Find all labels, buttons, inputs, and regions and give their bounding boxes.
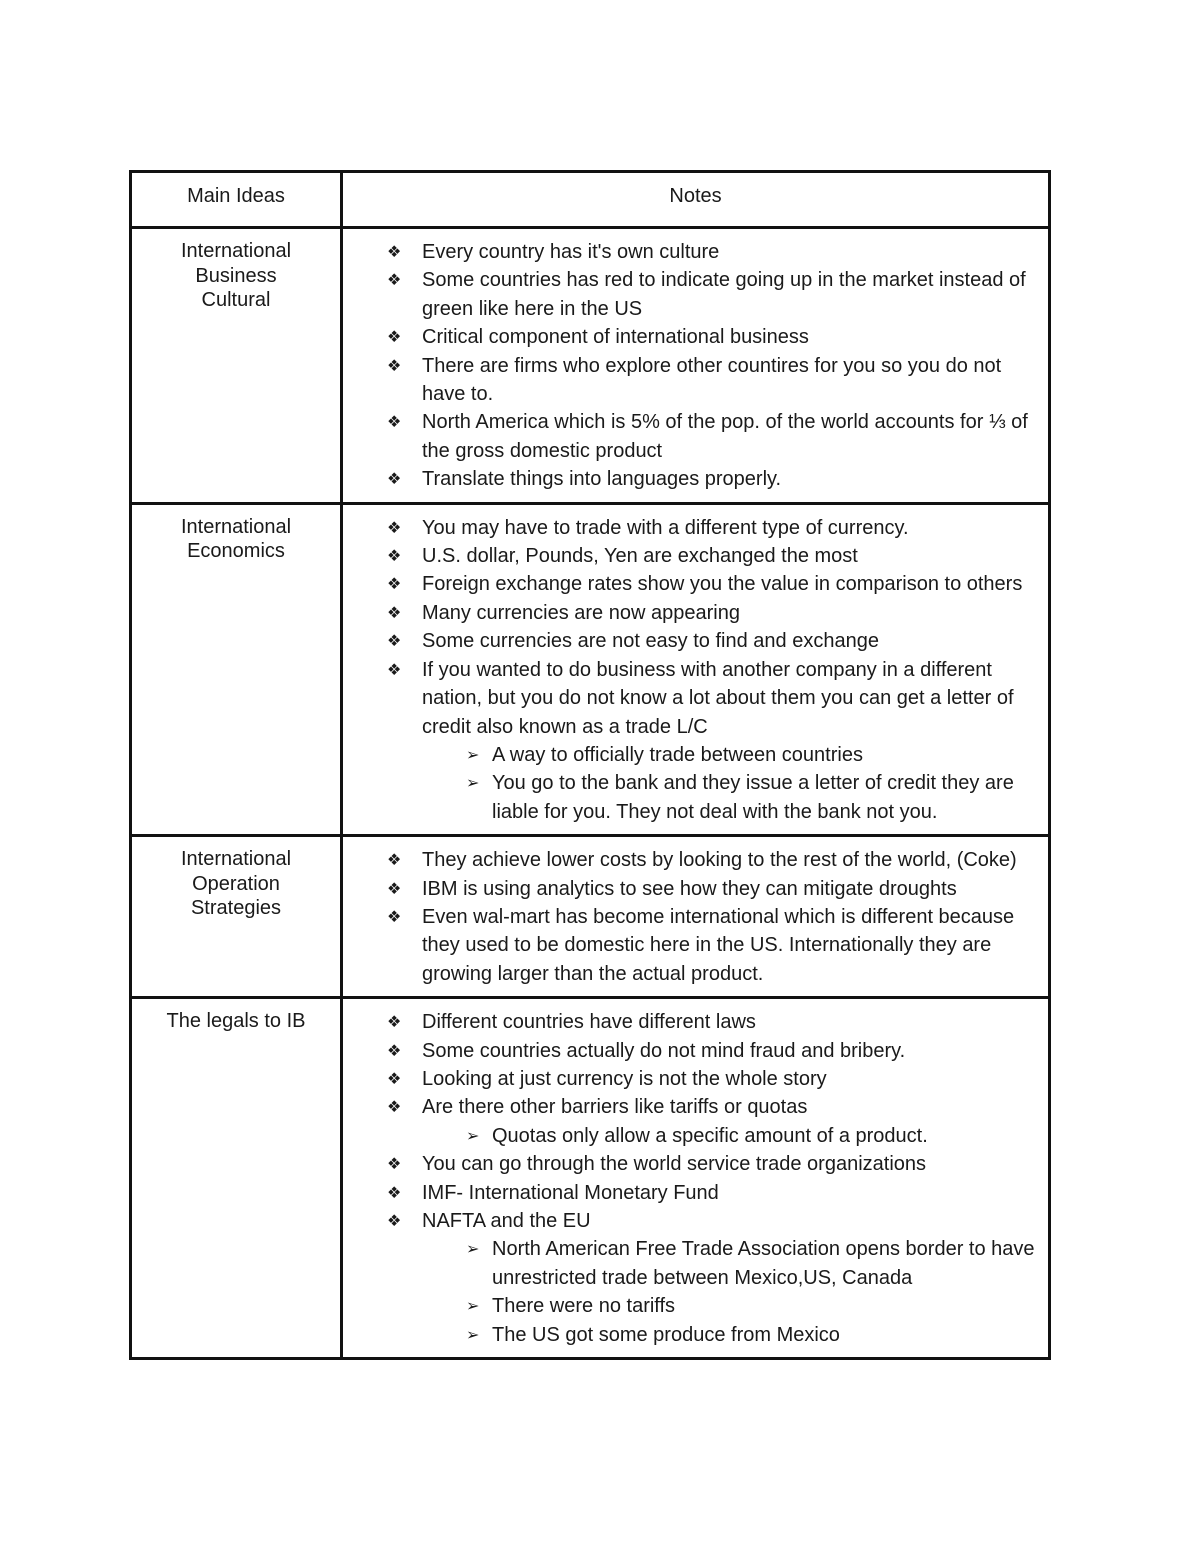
note-text: You may have to trade with a different type of currency. <box>422 516 909 539</box>
diamond-bullet-icon: ❖ <box>387 1154 402 1174</box>
sub-list-item <box>422 741 1040 769</box>
sub-list-item <box>422 1292 1040 1320</box>
note-text: IMF- International Monetary Fund <box>422 1181 719 1204</box>
notes-list <box>343 514 1040 826</box>
note-text: Some currencies are not easy to find and exchange <box>422 630 879 653</box>
note-text: U.S. dollar, Pounds, Yen are exchanged the most <box>422 545 858 568</box>
main-idea-line: International <box>180 240 292 262</box>
diamond-bullet-icon: ❖ <box>387 517 402 537</box>
diamond-bullet-icon: ❖ <box>387 355 402 375</box>
note-text: Translate things into languages properly. <box>422 468 782 491</box>
notes-header: Notes <box>342 172 1050 228</box>
note-text: Many currencies are now appearing <box>422 601 740 624</box>
main-idea-line: International <box>180 515 292 538</box>
diamond-bullet-icon: ❖ <box>387 1182 402 1202</box>
main-idea-line: Economics <box>187 540 285 563</box>
list-item <box>343 875 1040 903</box>
diamond-bullet-icon: ❖ <box>387 602 402 622</box>
list-item <box>343 1065 1040 1093</box>
sub-notes-list <box>422 1122 1040 1150</box>
note-text: North America which is 5% of the pop. of the world accounts for ⅓ of the gross domestic product <box>422 411 1028 462</box>
diamond-bullet-icon: ❖ <box>387 574 402 594</box>
diamond-bullet-icon: ❖ <box>387 270 402 290</box>
list-item <box>343 599 1040 627</box>
main-idea-cell <box>131 503 342 835</box>
notes-cell <box>342 998 1050 1359</box>
main-idea-line: Cultural <box>201 289 271 311</box>
sub-list-item <box>422 1235 1040 1292</box>
list-item <box>343 1093 1040 1150</box>
list-item <box>343 903 1040 988</box>
diamond-bullet-icon: ❖ <box>387 1012 402 1032</box>
note-text: Some countries has red to indicate going up in the market instead of green like here in the US <box>422 269 1026 320</box>
main-idea-cell <box>131 228 342 504</box>
list-item <box>343 656 1040 826</box>
list-item <box>343 846 1040 874</box>
arrow-bullet-icon: ➢ <box>466 1324 480 1344</box>
table-row <box>131 836 1050 998</box>
list-item <box>343 238 1040 266</box>
notes-list <box>343 238 1040 494</box>
table-row <box>131 228 1050 504</box>
list-item <box>343 542 1040 570</box>
notes-list <box>343 846 1040 988</box>
list-item <box>343 1207 1040 1349</box>
list-item <box>343 408 1040 465</box>
list-item <box>343 1150 1040 1178</box>
note-text: Every country has it's own culture <box>422 241 720 263</box>
notes-table <box>129 170 1051 1360</box>
sub-note-text: North American Free Trade Association opens border to have unrestricted trade between Mexico,US, Canada <box>492 1238 1035 1289</box>
diamond-bullet-icon: ❖ <box>387 1097 402 1117</box>
sub-list-item <box>422 1122 1040 1150</box>
arrow-bullet-icon: ➢ <box>466 773 480 793</box>
main-idea-line: Strategies <box>190 897 282 920</box>
notes-cell <box>342 228 1050 504</box>
note-text: You can go through the world service trade organizations <box>422 1153 927 1176</box>
diamond-bullet-icon: ❖ <box>387 242 402 261</box>
list-item <box>343 627 1040 655</box>
list-item <box>343 352 1040 409</box>
list-item <box>343 1008 1040 1036</box>
list-item <box>343 323 1040 351</box>
table-body <box>131 228 1050 1359</box>
diamond-bullet-icon: ❖ <box>387 412 402 432</box>
list-item <box>343 266 1040 323</box>
arrow-bullet-icon: ➢ <box>466 1239 480 1259</box>
notes-cell <box>342 836 1050 998</box>
notes-cell <box>342 503 1050 835</box>
sub-notes-list <box>422 1235 1040 1349</box>
note-text: Even wal-mart has become international which is different because they used to be domestic here in the US. Internationally they are growing larger than the actual product. <box>422 905 1015 985</box>
sub-list-item <box>422 1321 1040 1349</box>
main-idea-line: The legals to IB <box>166 1010 306 1033</box>
diamond-bullet-icon: ❖ <box>387 1211 402 1230</box>
arrow-bullet-icon: ➢ <box>466 1125 480 1145</box>
diamond-bullet-icon: ❖ <box>387 1040 402 1060</box>
note-text: Foreign exchange rates show you the value in comparison to others <box>422 573 1023 596</box>
main-idea-line: International <box>180 848 292 871</box>
note-text: If you wanted to do business with another company in a different nation, but you do not know a lot about them you can get a letter of credit also known as a trade L/C <box>422 658 1014 738</box>
diamond-bullet-icon: ❖ <box>387 1068 402 1088</box>
table-header-row <box>131 172 1050 228</box>
list-item <box>343 465 1040 493</box>
main-idea-line: Operation <box>192 872 280 895</box>
arrow-bullet-icon: ➢ <box>466 1296 480 1316</box>
diamond-bullet-icon: ❖ <box>387 878 402 898</box>
diamond-bullet-icon: ❖ <box>387 850 402 870</box>
main-ideas-header: Main Ideas <box>131 172 342 228</box>
main-idea-line: Business <box>195 264 277 287</box>
sub-note-text: The US got some produce from Mexico <box>492 1323 840 1346</box>
sub-note-text: You go to the bank and they issue a letter of credit they are liable for you. They not deal with the bank not you. <box>492 772 1014 823</box>
sub-note-text: There were no tariffs <box>492 1295 676 1318</box>
note-text: Some countries actually do not mind fraud and bribery. <box>422 1039 906 1062</box>
list-item <box>343 1179 1040 1207</box>
note-text: NAFTA and the EU <box>422 1210 591 1232</box>
diamond-bullet-icon: ❖ <box>387 546 402 566</box>
list-item <box>343 1037 1040 1065</box>
sub-notes-list <box>422 741 1040 826</box>
arrow-bullet-icon: ➢ <box>466 744 480 764</box>
sub-note-text: Quotas only allow a specific amount of a product. <box>492 1124 928 1147</box>
note-text: Are there other barriers like tariffs or quotas <box>422 1096 808 1119</box>
diamond-bullet-icon: ❖ <box>387 906 402 926</box>
sub-list-item <box>422 769 1040 826</box>
diamond-bullet-icon: ❖ <box>387 659 402 679</box>
main-idea-cell <box>131 836 342 998</box>
sub-note-text: A way to officially trade between countries <box>492 743 863 766</box>
list-item <box>343 514 1040 542</box>
main-idea-cell <box>131 998 342 1359</box>
note-text: They achieve lower costs by looking to the rest of the world, (Coke) <box>422 849 1017 872</box>
list-item <box>343 570 1040 598</box>
table-row <box>131 998 1050 1359</box>
note-text: Different countries have different laws <box>422 1011 756 1034</box>
diamond-bullet-icon: ❖ <box>387 469 402 489</box>
table-row <box>131 503 1050 835</box>
diamond-bullet-icon: ❖ <box>387 631 402 651</box>
diamond-bullet-icon: ❖ <box>387 327 402 347</box>
note-text: Critical component of international business <box>422 326 809 349</box>
note-text: Looking at just currency is not the whole story <box>422 1067 827 1090</box>
note-text: There are firms who explore other countires for you so you do not have to. <box>422 354 1002 406</box>
notes-list <box>343 1008 1040 1349</box>
note-text: IBM is using analytics to see how they can mitigate droughts <box>422 877 957 900</box>
